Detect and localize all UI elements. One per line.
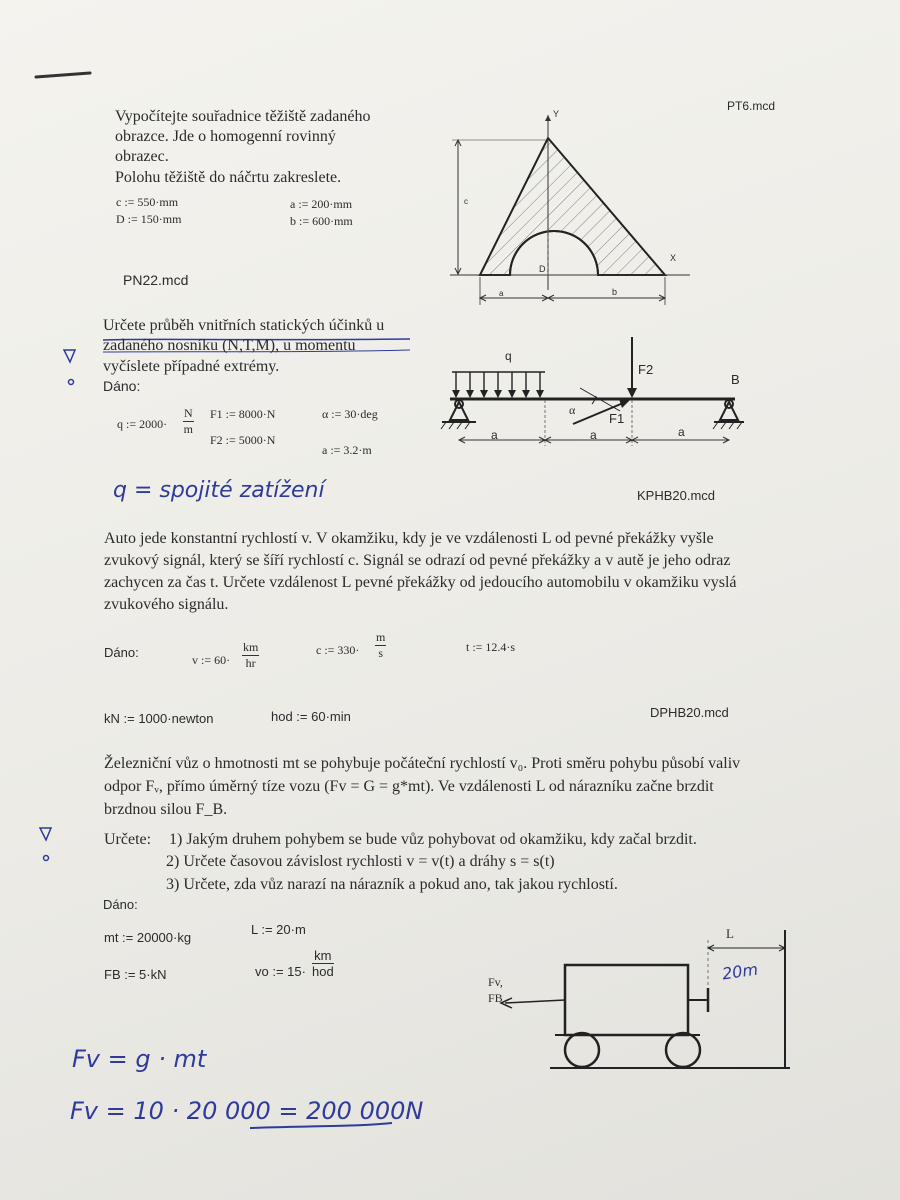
fig1-c: c bbox=[464, 197, 468, 206]
fig2-a2: a bbox=[590, 428, 597, 442]
task3-line-3: zachycen za čas t. Určete vzdálenost L pevné překážky od jedoucího automobilu v okamžiku vyslá bbox=[104, 574, 737, 591]
fig4-FB: FB bbox=[488, 991, 503, 1005]
task4-L-value: L := 20·m bbox=[251, 922, 306, 937]
fig2-F2: F2 bbox=[638, 362, 654, 377]
fig1-Y: Y bbox=[553, 109, 560, 119]
task3-line-4: zvukového signálu. bbox=[104, 596, 229, 613]
task2-q-num: N bbox=[184, 406, 193, 420]
task3-v-fraction bbox=[242, 640, 259, 671]
fig2-alpha: α bbox=[569, 403, 576, 417]
task4-mt-value: mt := 20000·kg bbox=[104, 930, 192, 945]
task4-item-1: 1) Jakým druhem pohybem se bude vůz pohybovat od okamžiku, kdy začal brzdit. bbox=[169, 831, 697, 848]
task1-a-value: a := 200·mm bbox=[290, 197, 353, 211]
fig1-D: D bbox=[539, 264, 546, 274]
task1-D-value: D := 150·mm bbox=[116, 212, 182, 226]
task2-alpha-value: α := 30·deg bbox=[322, 407, 378, 421]
fig1-X: X bbox=[670, 253, 677, 263]
task3-kN-value: kN := 1000·newton bbox=[104, 711, 214, 726]
file-label-pn22: PN22.mcd bbox=[123, 272, 189, 288]
task4-FB-value: FB := 5·kN bbox=[104, 967, 167, 982]
task4-vo-fraction bbox=[312, 948, 334, 979]
margin-dot-2 bbox=[44, 856, 49, 861]
task4-item-3: 3) Určete, zda vůz narazí na nárazník a pokud ano, tak jakou rychlostí. bbox=[166, 876, 618, 893]
fig2-B: B bbox=[731, 372, 740, 387]
task4-dano: Dáno: bbox=[103, 897, 138, 912]
file-label-pt6: PT6.mcd bbox=[727, 99, 776, 113]
task2-F2-value: F2 := 5000·N bbox=[210, 433, 276, 447]
hand-equation-1: Fv = g · mt bbox=[72, 1045, 207, 1073]
margin-dot-1 bbox=[69, 380, 74, 385]
task3-line-2: zvukový signál, který se šíří rychlostí c. Signál se odrazí od pevné překážky a v autě je jeho odraz bbox=[104, 552, 731, 569]
task2-line-2: zadaného nosníku (N,T,M), u momentu bbox=[103, 337, 356, 354]
task2-dano: Dáno: bbox=[103, 378, 141, 394]
margin-mark-1 bbox=[64, 350, 75, 362]
file-label-kphb20: KPHB20.mcd bbox=[637, 488, 716, 503]
task1-c-value: c := 550·mm bbox=[116, 195, 179, 209]
task1-line-1: Vypočítejte souřadnice těžiště zadaného bbox=[115, 108, 371, 125]
triangle-figure bbox=[450, 115, 690, 305]
task4-line-3: brzdnou silou F_B. bbox=[104, 801, 228, 818]
fig2-F1: F1 bbox=[609, 411, 625, 426]
task1-line-2: obrazce. Jde o homogenní rovinný bbox=[115, 128, 336, 145]
fig4-L: L bbox=[726, 926, 734, 941]
task2-line-1: Určete průběh vnitřních statických účinků u bbox=[103, 317, 385, 334]
fig2-q: q bbox=[505, 349, 512, 363]
task4-vo-den: hod bbox=[312, 964, 334, 979]
task2-q-value: q := 2000· bbox=[117, 417, 168, 431]
task3-t-value: t := 12.4·s bbox=[466, 640, 516, 654]
task2-a-value: a := 3.2·m bbox=[322, 443, 372, 457]
task2-handwritten-note: q = spojité zatížení bbox=[113, 478, 325, 503]
task1-line-4: Polohu těžiště do náčrtu zakreslete. bbox=[115, 169, 342, 186]
task3-c-value: c := 330· bbox=[316, 643, 360, 657]
task4-item-2: 2) Určete časovou závislost rychlosti v = v(t) a dráhy s = s(t) bbox=[166, 853, 555, 870]
task2-q-den: m bbox=[183, 422, 193, 436]
task3-v-num: km bbox=[243, 640, 259, 654]
task3-hod-value: hod := 60·min bbox=[271, 709, 351, 724]
task3-c-fraction bbox=[375, 630, 386, 661]
fig4-Fv: Fv, bbox=[488, 975, 503, 989]
fig1-b: b bbox=[612, 287, 618, 297]
task2-q-fraction bbox=[183, 406, 194, 437]
fig2-a1: a bbox=[491, 428, 498, 442]
task1-b-value: b := 600·mm bbox=[290, 214, 353, 228]
task4-vo-num: km bbox=[312, 948, 334, 964]
task2-F1-value: F1 := 8000·N bbox=[210, 407, 276, 421]
wagon-figure bbox=[501, 930, 790, 1068]
fig4-distance-handwritten: 20m bbox=[720, 959, 760, 984]
fig2-a3: a bbox=[678, 425, 685, 439]
task4-urcete: Určete: bbox=[104, 831, 152, 848]
task4-line-2: odpor Fᵥ, přímo úměrný tíze vozu (Fv = G = g*mt). Ve vzdálenosti L od nárazníku začne brzdit bbox=[104, 778, 714, 795]
task3-v-value: v := 60· bbox=[192, 653, 231, 667]
task2-line-3: vyčíslete případné extrémy. bbox=[103, 358, 280, 375]
file-label-dphb20: DPHB20.mcd bbox=[650, 705, 729, 720]
task3-c-den: s bbox=[378, 646, 383, 660]
task3-line-1: Auto jede konstantní rychlostí v. V okamžiku, kdy je ve vzdálenosti L od pevné překážky vyšle bbox=[104, 530, 714, 547]
fig1-a: a bbox=[499, 289, 504, 298]
task3-v-den: hr bbox=[245, 656, 256, 670]
hand-equation-2: Fv = 10 · 20 000 = 200 000N bbox=[70, 1097, 424, 1125]
margin-dash bbox=[36, 73, 90, 77]
task4-vo-value: vo := 15· bbox=[255, 964, 306, 979]
task3-c-num: m bbox=[376, 630, 386, 644]
task3-dano: Dáno: bbox=[104, 645, 139, 660]
task4-line-1: Železniční vůz o hmotnosti mt se pohybuje počáteční rychlostí v₀. Proti směru pohybu působí valiv bbox=[104, 755, 741, 772]
margin-mark-2 bbox=[40, 828, 51, 840]
task1-line-3: obrazec. bbox=[115, 148, 169, 165]
